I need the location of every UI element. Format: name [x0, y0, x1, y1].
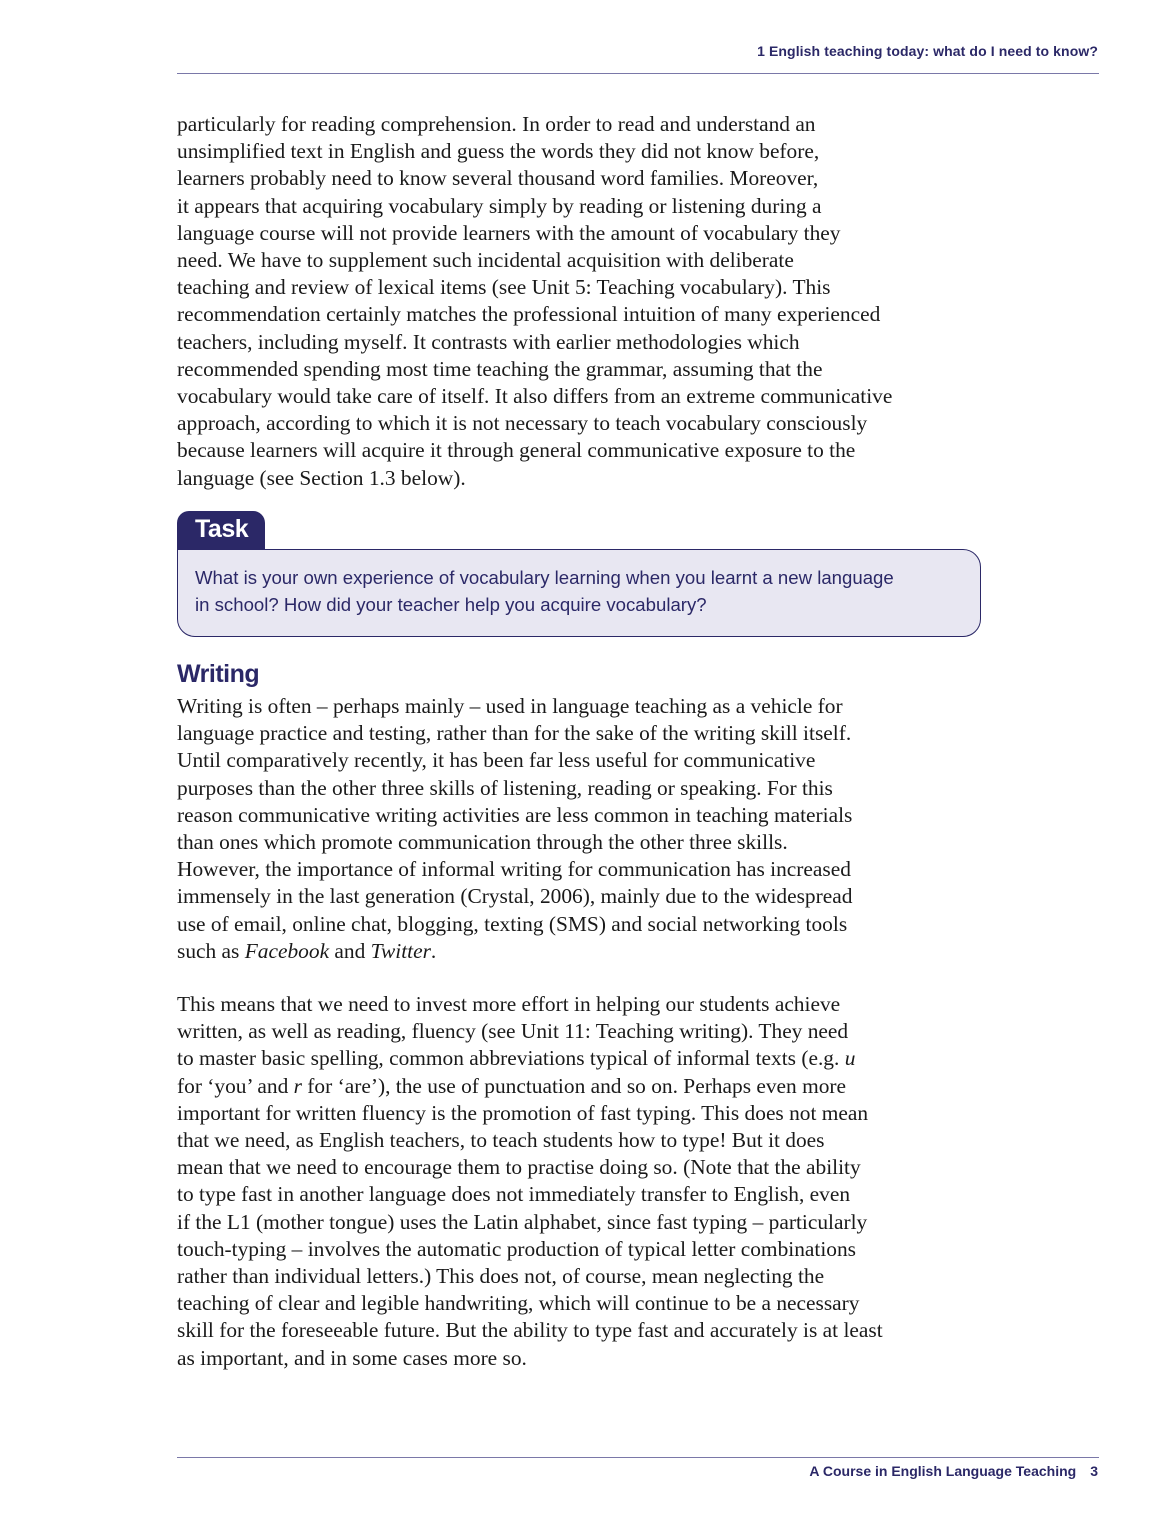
text-line: immensely in the last generation (Crystal, 2006), mainly due to the widespread	[177, 884, 853, 909]
task-box	[177, 549, 981, 637]
text-line: because learners will acquire it through general communicative exposure to the	[177, 438, 856, 463]
text-line: if the L1 (mother tongue) uses the Latin alphabet, since fast typing – particularly	[177, 1209, 868, 1234]
text-line: as important, and in some cases more so.	[177, 1345, 527, 1370]
page-number: 3	[1090, 1463, 1098, 1479]
text-fragment: and	[329, 938, 371, 963]
paragraph-writing-intro	[177, 693, 987, 965]
text-line	[177, 1073, 987, 1100]
text-line: Until comparatively recently, it has been far less useful for communicative	[177, 748, 816, 773]
text-line: important for written fluency is the promotion of fast typing. This does not mean	[177, 1100, 869, 1125]
header-rule	[177, 73, 1099, 74]
text-line: it appears that acquiring vocabulary simply by reading or listening during a	[177, 193, 822, 218]
text-line: skill for the foreseeable future. But the ability to type fast and accurately is at least	[177, 1318, 883, 1343]
section-heading-writing: Writing	[177, 660, 260, 688]
text-line: recommendation certainly matches the professional intuition of many experienced	[177, 302, 881, 327]
text-line: language practice and testing, rather than for the sake of the writing skill itself.	[177, 721, 852, 746]
text-line: touch-typing – involves the automatic production of typical letter combinations	[177, 1236, 856, 1261]
text-line: use of email, online chat, blogging, texting (SMS) and social networking tools	[177, 911, 848, 936]
text-line: purposes than the other three skills of listening, reading or speaking. For this	[177, 775, 833, 800]
text-fragment: for ‘are’), the use of punctuation and so on. Perhaps even more	[301, 1073, 847, 1098]
text-fragment: .	[430, 938, 437, 963]
text-fragment: to master basic spelling, common abbreviations typical of informal texts (e.g.	[177, 1046, 845, 1071]
running-head: 1 English teaching today: what do I need to know?	[757, 43, 1098, 59]
text-line: However, the importance of informal writing for communication has increased	[177, 857, 851, 882]
text-line: teaching of clear and legible handwriting, which will continue to be a necessary	[177, 1291, 860, 1316]
text-line: language course will not provide learners with the amount of vocabulary they	[177, 220, 841, 245]
task-tab	[177, 511, 265, 550]
text-line	[177, 1045, 987, 1072]
text-line: learners probably need to know several thousand word families. Moreover,	[177, 166, 819, 191]
paragraph-2-text	[177, 693, 987, 965]
text-line: reason communicative writing activities are less common in teaching materials	[177, 802, 853, 827]
text-line: to type fast in another language does not immediately transfer to English, even	[177, 1182, 851, 1207]
text-line: language (see Section 1.3 below).	[177, 465, 466, 490]
paragraph-vocabulary	[177, 111, 987, 492]
paragraph-1-text	[177, 111, 987, 492]
text-line: Writing is often – perhaps mainly – used in language teaching as a vehicle for	[177, 694, 843, 718]
text-fragment: for ‘you’ and	[177, 1073, 294, 1098]
italic-term-twitter: Twitter	[370, 938, 431, 963]
text-line: recommended spending most time teaching the grammar, assuming that the	[177, 356, 823, 381]
text-line: vocabulary would take care of itself. It also differs from an extreme communicative	[177, 384, 893, 409]
task-line: in school? How did your teacher help you acquire vocabulary?	[195, 594, 707, 615]
text-line: approach, according to which it is not necessary to teach vocabulary consciously	[177, 411, 868, 436]
text-line: written, as well as reading, fluency (see Unit 11: Teaching writing). They need	[177, 1019, 849, 1044]
text-line: mean that we need to encourage them to practise doing so. (Note that the ability	[177, 1155, 861, 1180]
text-fragment: such as	[177, 938, 245, 963]
text-line: This means that we need to invest more effort in helping our students achieve	[177, 992, 841, 1016]
paragraph-typing-fluency	[177, 991, 987, 1372]
italic-term-r: r	[293, 1073, 302, 1098]
italic-term-u: u	[844, 1046, 856, 1071]
task-line: What is your own experience of vocabulary learning when you learnt a new language	[195, 567, 894, 588]
text-line: that we need, as English teachers, to teach students how to type! But it does	[177, 1128, 825, 1153]
text-line: teachers, including myself. It contrasts with earlier methodologies which	[177, 329, 800, 354]
italic-term-facebook: Facebook	[244, 938, 330, 963]
page-footer	[809, 1463, 1098, 1479]
task-label: Task	[195, 515, 249, 543]
text-line	[177, 938, 987, 965]
text-line: unsimplified text in English and guess the words they did not know before,	[177, 139, 820, 164]
text-line: rather than individual letters.) This does not, of course, mean neglecting the	[177, 1264, 825, 1289]
text-line: teaching and review of lexical items (see Unit 5: Teaching vocabulary). This	[177, 275, 831, 300]
footer-rule	[177, 1457, 1099, 1458]
text-line: particularly for reading comprehension. In order to read and understand an	[177, 112, 816, 136]
book-title: A Course in English Language Teaching	[809, 1463, 1077, 1479]
task-question	[195, 564, 894, 618]
text-line: need. We have to supplement such incidental acquisition with deliberate	[177, 248, 794, 273]
paragraph-3-text	[177, 991, 987, 1372]
text-line: than ones which promote communication through the other three skills.	[177, 830, 788, 855]
